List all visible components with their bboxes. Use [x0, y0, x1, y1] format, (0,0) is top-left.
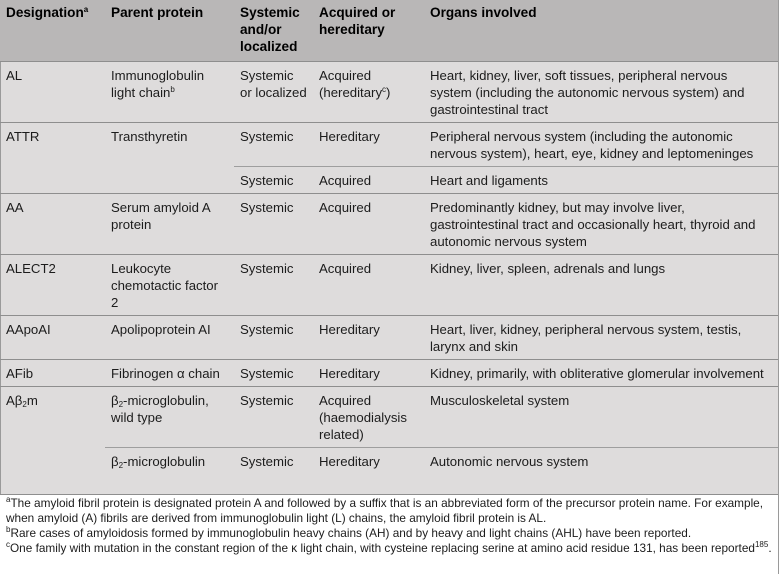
- acquired-cell: Acquired (haemodialysis related): [313, 387, 424, 448]
- acquired-cell: Hereditary: [313, 448, 424, 475]
- table-row: [0, 387, 778, 448]
- header-parent-protein: Parent protein: [105, 0, 234, 62]
- organs-cell: Kidney, primarily, with obliterative glomerular involvement: [424, 360, 778, 387]
- designation-cell: ALECT2: [0, 255, 105, 316]
- table-row: [0, 448, 778, 475]
- header-organs: Organs involved: [424, 0, 778, 62]
- organs-cell: Musculoskeletal system: [424, 387, 778, 448]
- footnotes: [0, 494, 778, 574]
- parent-cell: Fibrinogen α chain: [105, 360, 234, 387]
- systemic-cell: Systemic: [234, 255, 313, 316]
- acquired-cell: Hereditary: [313, 360, 424, 387]
- header-row: [0, 0, 778, 62]
- systemic-cell: Systemic: [234, 167, 313, 194]
- header-acquired: Acquired or hereditary: [313, 0, 424, 62]
- table-row: [0, 360, 778, 387]
- footnote-c: $^c$One family with mutation in the constant region of the κ light chain, with cysteine replacing serine at amino acid residue 131, has been reported$^{185}$.: [6, 540, 772, 555]
- designation-cell: AFib: [0, 360, 105, 387]
- systemic-cell: Systemic: [234, 387, 313, 448]
- designation-cell: ATTR: [0, 123, 105, 194]
- header-systemic: Systemic and/or localized: [234, 0, 313, 62]
- parent-cell: Apolipoprotein AI: [105, 316, 234, 360]
- acquired-cell: Acquired (hereditary$^c$): [313, 62, 424, 123]
- systemic-cell: Systemic: [234, 194, 313, 255]
- table-body: [0, 62, 778, 475]
- parent-cell: Immunoglobulin light chain$^b$: [105, 62, 234, 123]
- footnote-b: $^b$Rare cases of amyloidosis formed by immunoglobulin heavy chains (AH) and by heavy and light chains (AHL) have been reported.: [6, 525, 692, 540]
- acquired-cell: Hereditary: [313, 123, 424, 167]
- table-row: [0, 316, 778, 360]
- parent-cell: $\beta_2$-microglobulin, wild type: [105, 387, 234, 448]
- designation-cell: AA: [0, 194, 105, 255]
- footnote-a: $^a$The amyloid fibril protein is designated protein A and followed by a suffix that is an abbreviated form of the precursor protein name. For example, when amyloid (A) fibrils are derived from immunoglobulin light (L) chains, the amyloid fibril protein is AL.: [6, 495, 764, 525]
- header-designation: Designation$^a$: [0, 0, 105, 62]
- parent-cell: $\beta_2$-microglobulin: [105, 448, 234, 475]
- organs-cell: Heart, kidney, liver, soft tissues, peripheral nervous system (including the autonomic nervous system) and gastrointestinal tract: [424, 62, 778, 123]
- systemic-cell: Systemic: [234, 123, 313, 167]
- designation-cell: AL: [0, 62, 105, 123]
- organs-cell: Heart and ligaments: [424, 167, 778, 194]
- table-header: [0, 0, 778, 62]
- organs-cell: Predominantly kidney, but may involve liver, gastrointestinal tract and occasionally heart, thyroid and autonomic nervous system: [424, 194, 778, 255]
- acquired-cell: Hereditary: [313, 316, 424, 360]
- table-row: [0, 123, 778, 167]
- parent-cell: Serum amyloid A protein: [105, 194, 234, 255]
- designation-cell: AApoAI: [0, 316, 105, 360]
- acquired-cell: Acquired: [313, 167, 424, 194]
- designation-cell: $A\beta_2m$: [0, 387, 105, 475]
- acquired-cell: Acquired: [313, 255, 424, 316]
- table-row: [0, 255, 778, 316]
- parent-cell: Leukocyte chemotactic factor 2: [105, 255, 234, 316]
- systemic-cell: Systemic: [234, 360, 313, 387]
- table-row: [0, 194, 778, 255]
- table-row: [0, 62, 778, 123]
- systemic-cell: Systemic or localized: [234, 62, 313, 123]
- parent-cell: Transthyretin: [105, 123, 234, 194]
- organs-cell: Peripheral nervous system (including the autonomic nervous system), heart, eye, kidney and leptomeninges: [424, 123, 778, 167]
- systemic-cell: Systemic: [234, 448, 313, 475]
- organs-cell: Autonomic nervous system: [424, 448, 778, 475]
- organs-cell: Kidney, liver, spleen, adrenals and lungs: [424, 255, 778, 316]
- organs-cell: Heart, liver, kidney, peripheral nervous system, testis, larynx and skin: [424, 316, 778, 360]
- systemic-cell: Systemic: [234, 316, 313, 360]
- acquired-cell: Acquired: [313, 194, 424, 255]
